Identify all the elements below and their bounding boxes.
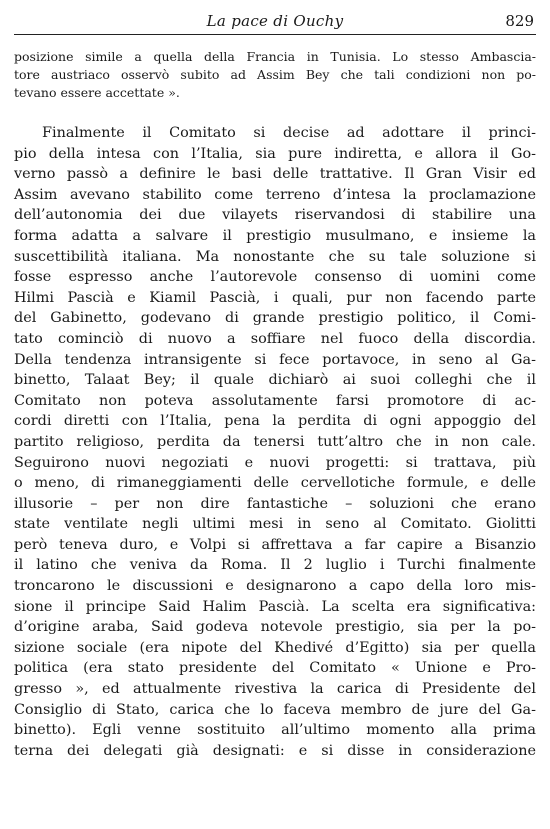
paragraph-line: Assim avevano stabilito come terreno d’intesa la proclamazione (14, 186, 536, 203)
paragraph-line: Hilmi Pascià e Kiamil Pascià, i quali, pur non facendo parte (14, 289, 536, 306)
paragraph-line: suscettibilità italiana. Ma nonostante che su tale soluzione si (14, 248, 536, 265)
running-header (14, 6, 536, 35)
quote-line: posizione simile a quella della Francia in Tunisia. Lo stesso Ambascia- (14, 49, 536, 64)
paragraph-line: Consiglio di Stato, carica che lo faceva membro de jure del Ga- (14, 701, 536, 718)
paragraph-line: del Gabinetto, godevano di grande prestigio politico, il Comi- (14, 310, 536, 327)
paragraph-line: il latino che veniva da Roma. Il 2 luglio i Turchi finalmente (14, 557, 536, 574)
paragraph-line: terna dei delegati già designati: e si disse in considerazione (14, 742, 536, 759)
paragraph-line: però teneva duro, e Volpi si affrettava a far capire a Bisanzio (14, 536, 536, 553)
quoted-passage (14, 48, 536, 102)
paragraph-line: gresso », ed attualmente rivestiva la carica di Presidente del (14, 681, 536, 698)
paragraph-line: verno passò a definire le basi delle trattative. Il Gran Visir ed (14, 166, 536, 183)
paragraph-line: o meno, di rimaneggiamenti delle cervellotiche formule, e delle (14, 475, 536, 492)
paragraph-line: politica (era stato presidente del Comitato « Unione e Pro- (14, 660, 536, 677)
paragraph-line: dell’autonomia dei due vilayets riservandosi di stabilire una (14, 207, 536, 224)
running-title: La pace di Ouchy (206, 12, 344, 30)
paragraph-line: pio della intesa con l’Italia, sia pure indiretta, e allora il Go- (14, 145, 536, 162)
paragraph-line: state ventilate negli ultimi mesi in seno al Comitato. Giolitti (14, 516, 536, 533)
paragraph-line: fosse espresso anche l’autorevole consenso di uomini come (14, 269, 536, 286)
paragraph-line: binetto). Egli venne sostituito all’ultimo momento alla prima (14, 722, 536, 739)
paragraph-line: troncarono le discussioni e designarono a capo della loro mis- (14, 578, 536, 595)
paragraph-line: sione il principe Said Halim Pascià. La scelta era significativa: (14, 598, 536, 615)
paragraph-line: partito religioso, perdita da tenersi tutt’altro che in non cale. (14, 433, 536, 450)
paragraph-line: Finalmente il Comitato si decise ad adottare il princi- (42, 125, 536, 141)
body-paragraph (14, 123, 536, 761)
quote-line: tore austriaco osservò subito ad Assim Bey che tali condizioni non po- (14, 67, 536, 82)
page-number: 829 (505, 12, 534, 30)
paragraph-line: Della tendenza intransigente si fece portavoce, in seno al Ga- (14, 351, 536, 368)
paragraph-line: Seguirono nuovi negoziati e nuovi progetti: si trattava, più (14, 454, 536, 471)
paragraph-line: d’origine araba, Said godeva notevole prestigio, sia per la po- (14, 619, 536, 636)
paragraph-line: forma adatta a salvare il prestigio musulmano, e insieme la (14, 227, 536, 244)
paragraph-line: binetto, Talaat Bey; il quale dichiarò ai suoi colleghi che il (14, 372, 536, 389)
paragraph-line: tato cominciò di nuovo a soffiare nel fuoco della discordia. (14, 330, 536, 347)
paragraph-line: cordi diretti con l’Italia, pena la perdita di ogni appoggio del (14, 413, 536, 430)
paragraph-line: sizione sociale (era nipote del Khedivé d’Egitto) sia per quella (14, 639, 536, 656)
paragraph-line: illusorie – per non dire fantastiche – soluzioni che erano (14, 495, 536, 512)
quote-line: tevano essere accettate ». (14, 85, 180, 100)
paragraph-line: Comitato non poteva assolutamente farsi promotore di ac- (14, 392, 536, 409)
